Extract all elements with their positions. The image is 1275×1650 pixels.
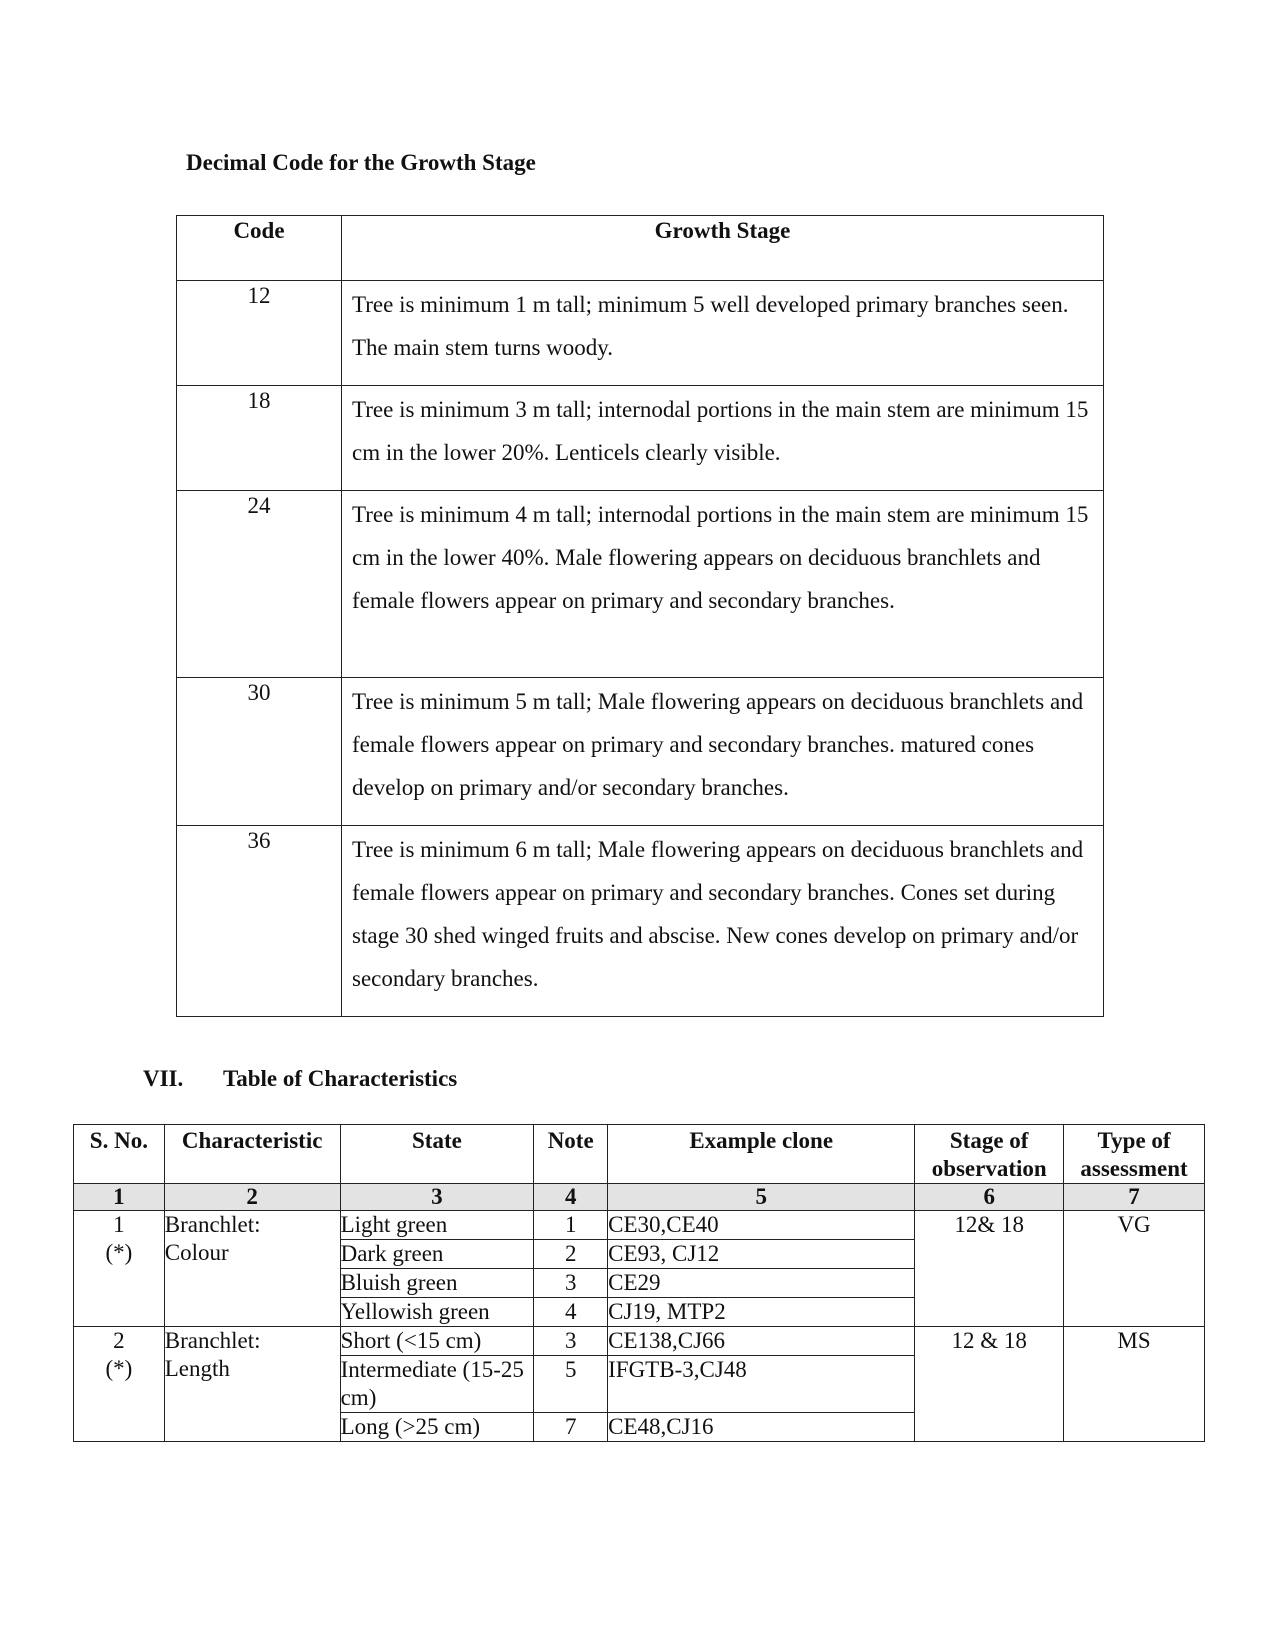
characteristics-header-row — [74, 1125, 1205, 1184]
growth-row — [177, 281, 1104, 386]
state-cell: Light green — [340, 1211, 534, 1240]
section-title: Table of Characteristics — [223, 1066, 458, 1091]
characteristics-table — [73, 1124, 1205, 1442]
state-cell: Dark green — [340, 1240, 534, 1269]
example-clone-cell: CE48,CJ16 — [608, 1413, 915, 1442]
assessment-type-header: Type of assessment — [1064, 1125, 1205, 1184]
column-number: 4 — [534, 1184, 608, 1211]
growth-code: 18 — [177, 386, 342, 491]
asterisk-mark: (*) — [105, 1356, 133, 1381]
stage-cell: 12 & 18 — [915, 1327, 1064, 1442]
section-number: VII. — [143, 1066, 184, 1091]
note-cell: 7 — [534, 1413, 608, 1442]
characteristic-cell — [164, 1327, 340, 1442]
growth-description: Tree is minimum 6 m tall; Male flowering appears on deciduous branchlets and female flowers appear on primary and secondary branches. Cones set during stage 30 shed winged fruits and abscise. New cones develop on primary and/or secondary branches. — [342, 826, 1104, 1017]
column-number: 1 — [74, 1184, 165, 1211]
column-number: 2 — [164, 1184, 340, 1211]
growth-code: 12 — [177, 281, 342, 386]
state-cell: Short (<15 cm) — [340, 1327, 534, 1356]
note-cell: 1 — [534, 1211, 608, 1240]
serial-number: 2 — [113, 1328, 125, 1353]
column-number: 7 — [1064, 1184, 1205, 1211]
growth-description: Tree is minimum 5 m tall; Male flowering appears on deciduous branchlets and female flowers appear on primary and secondary branches. matured cones develop on primary and/or secondary branches. — [342, 678, 1104, 826]
example-clone-header: Example clone — [608, 1125, 915, 1184]
growth-description: Tree is minimum 1 m tall; minimum 5 well developed primary branches seen. The main stem turns woody. — [342, 281, 1104, 386]
state-cell: Long (>25 cm) — [340, 1413, 534, 1442]
asterisk-mark: (*) — [105, 1240, 133, 1265]
state-cell: Bluish green — [340, 1269, 534, 1298]
code-header: Code — [177, 216, 342, 281]
column-number-row — [74, 1184, 1205, 1211]
column-number: 6 — [915, 1184, 1064, 1211]
growth-code: 36 — [177, 826, 342, 1017]
characteristic-cell — [164, 1211, 340, 1327]
state-header: State — [340, 1125, 534, 1184]
growth-row — [177, 826, 1104, 1017]
characteristic-name: Branchlet: — [164, 1328, 261, 1353]
assessment-type-cell: VG — [1064, 1211, 1205, 1327]
note-cell: 2 — [534, 1240, 608, 1269]
example-clone-cell: CJ19, MTP2 — [608, 1298, 915, 1327]
characteristic-attribute: Length — [164, 1356, 230, 1381]
assessment-type-cell: MS — [1064, 1327, 1205, 1442]
characteristics-heading — [143, 1066, 457, 1092]
stage-header: Stage of observation — [915, 1125, 1064, 1184]
example-clone-cell: CE30,CE40 — [608, 1211, 915, 1240]
serial-number-cell — [74, 1327, 165, 1442]
growth-code: 24 — [177, 491, 342, 678]
state-cell: Intermediate (15-25 cm) — [340, 1356, 534, 1413]
note-cell: 3 — [534, 1327, 608, 1356]
growth-code: 30 — [177, 678, 342, 826]
growth-row — [177, 678, 1104, 826]
example-clone-cell: CE29 — [608, 1269, 915, 1298]
characteristic-name: Branchlet: — [164, 1212, 261, 1237]
table-row — [74, 1211, 1205, 1240]
note-cell: 4 — [534, 1298, 608, 1327]
state-cell: Yellowish green — [340, 1298, 534, 1327]
growth-stage-header: Growth Stage — [342, 216, 1104, 281]
characteristic-header: Characteristic — [164, 1125, 340, 1184]
growth-stage-table — [176, 215, 1104, 1017]
serial-number-cell — [74, 1211, 165, 1327]
note-cell: 3 — [534, 1269, 608, 1298]
table-row — [74, 1327, 1205, 1356]
growth-description: Tree is minimum 4 m tall; internodal portions in the main stem are minimum 15 cm in the lower 40%. Male flowering appears on deciduous branchlets and female flowers appear on primary and secondary branches. — [342, 491, 1104, 678]
note-cell: 5 — [534, 1356, 608, 1413]
growth-table-header — [177, 216, 1104, 281]
column-number: 3 — [340, 1184, 534, 1211]
example-clone-cell: CE138,CJ66 — [608, 1327, 915, 1356]
growth-description: Tree is minimum 3 m tall; internodal portions in the main stem are minimum 15 cm in the lower 20%. Lenticels clearly visible. — [342, 386, 1104, 491]
growth-row — [177, 491, 1104, 678]
note-header: Note — [534, 1125, 608, 1184]
column-number: 5 — [608, 1184, 915, 1211]
stage-cell: 12& 18 — [915, 1211, 1064, 1327]
growth-row — [177, 386, 1104, 491]
serial-number: 1 — [113, 1212, 125, 1237]
growth-stage-heading: Decimal Code for the Growth Stage — [186, 150, 536, 175]
characteristic-attribute: Colour — [164, 1240, 229, 1265]
example-clone-cell: CE93, CJ12 — [608, 1240, 915, 1269]
example-clone-cell: IFGTB-3,CJ48 — [608, 1356, 915, 1413]
sno-header: S. No. — [74, 1125, 165, 1184]
